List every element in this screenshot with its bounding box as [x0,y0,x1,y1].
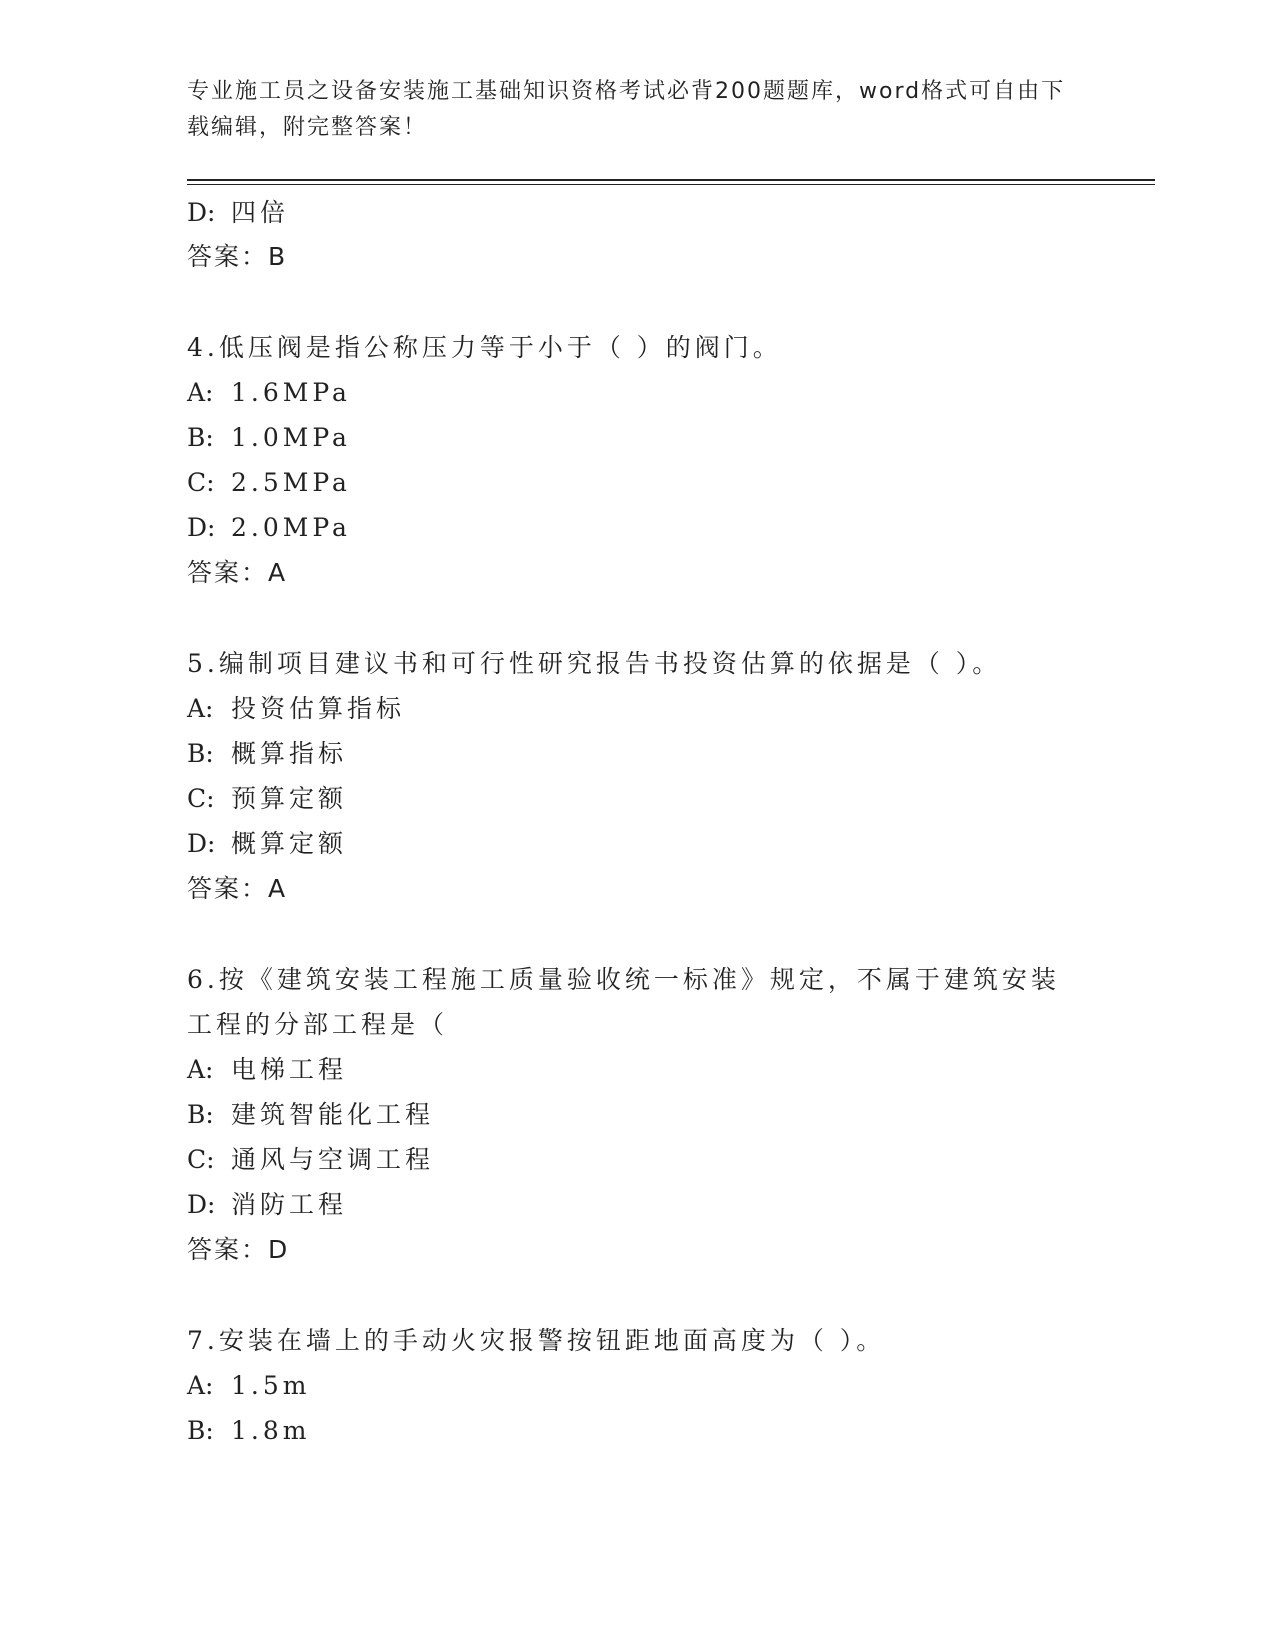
option-letter: B: [187,1416,214,1445]
option-text: 概算指标 [231,739,348,768]
q6-option-c [187,1143,434,1177]
q4-option-b [187,421,351,455]
q5-option-d [187,827,347,861]
option-text: 1.6MPa [231,378,351,407]
q7-option-b [187,1414,310,1448]
q7-option-a [187,1369,310,1403]
q5-option-b [187,737,347,771]
option-letter: B: [187,1100,214,1129]
document-header: 专业施工员之设备安装施工基础知识资格考试必背200题题库，word格式可自由下载编辑，附完整答案！ [187,79,1066,140]
option-letter: C: [187,468,215,497]
q6-option-d [187,1188,347,1222]
option-text: 2.5MPa [231,468,351,497]
option-letter: A: [187,378,214,407]
option-letter: D: [187,829,216,858]
prev-question-option-d [187,196,289,230]
q4-option-a [187,376,351,410]
q4-option-d [187,511,351,545]
q5-stem: 5.编制项目建议书和可行性研究报告书投资估算的依据是（ ）。 [187,649,1002,678]
header-divider-thick [187,179,1155,181]
option-text: 2.0MPa [231,513,351,542]
q7-stem: 7.安装在墙上的手动火灾报警按钮距地面高度为（ ）。 [187,1326,886,1355]
option-letter: B: [187,739,214,768]
q4-stem: 4.低压阀是指公称压力等于小于（ ）的阀门。 [187,333,782,362]
option-text: 消防工程 [231,1190,348,1219]
option-text: 投资估算指标 [231,694,406,723]
option-text: 通风与空调工程 [231,1145,435,1174]
q4-answer: 答案：A [187,558,288,587]
q6-option-b [187,1098,434,1132]
option-letter: A: [187,1371,214,1400]
option-letter: B: [187,423,214,452]
option-text: 1.8m [231,1416,311,1445]
option-letter: A: [187,1055,214,1084]
q6-stem-line-2: 工程的分部工程是（ [187,1010,449,1039]
option-text: 电梯工程 [231,1055,348,1084]
option-letter: D: [187,1190,216,1219]
option-text: 概算定额 [231,829,348,858]
option-text: 1.0MPa [231,423,351,452]
option-letter: A: [187,694,214,723]
option-letter: C: [187,784,215,813]
option-text: 预算定额 [231,784,348,813]
q6-option-a [187,1053,347,1087]
header-divider-thin [187,184,1155,185]
option-letter: D: [187,513,216,542]
prev-question-answer: 答案：B [187,242,288,271]
option-letter: C: [187,1145,215,1174]
q5-option-c [187,782,347,816]
option-text: 1.5m [231,1371,311,1400]
q4-option-c [187,466,351,500]
option-text: 四倍 [231,198,290,227]
q6-answer: 答案：D [187,1235,290,1264]
q5-option-a [187,692,405,726]
option-letter: D: [187,198,216,227]
option-text: 建筑智能化工程 [231,1100,435,1129]
q5-answer: 答案：A [187,874,288,903]
q6-stem-line-1: 6.按《建筑安装工程施工质量验收统一标准》规定，不属于建筑安装 [187,965,1060,994]
